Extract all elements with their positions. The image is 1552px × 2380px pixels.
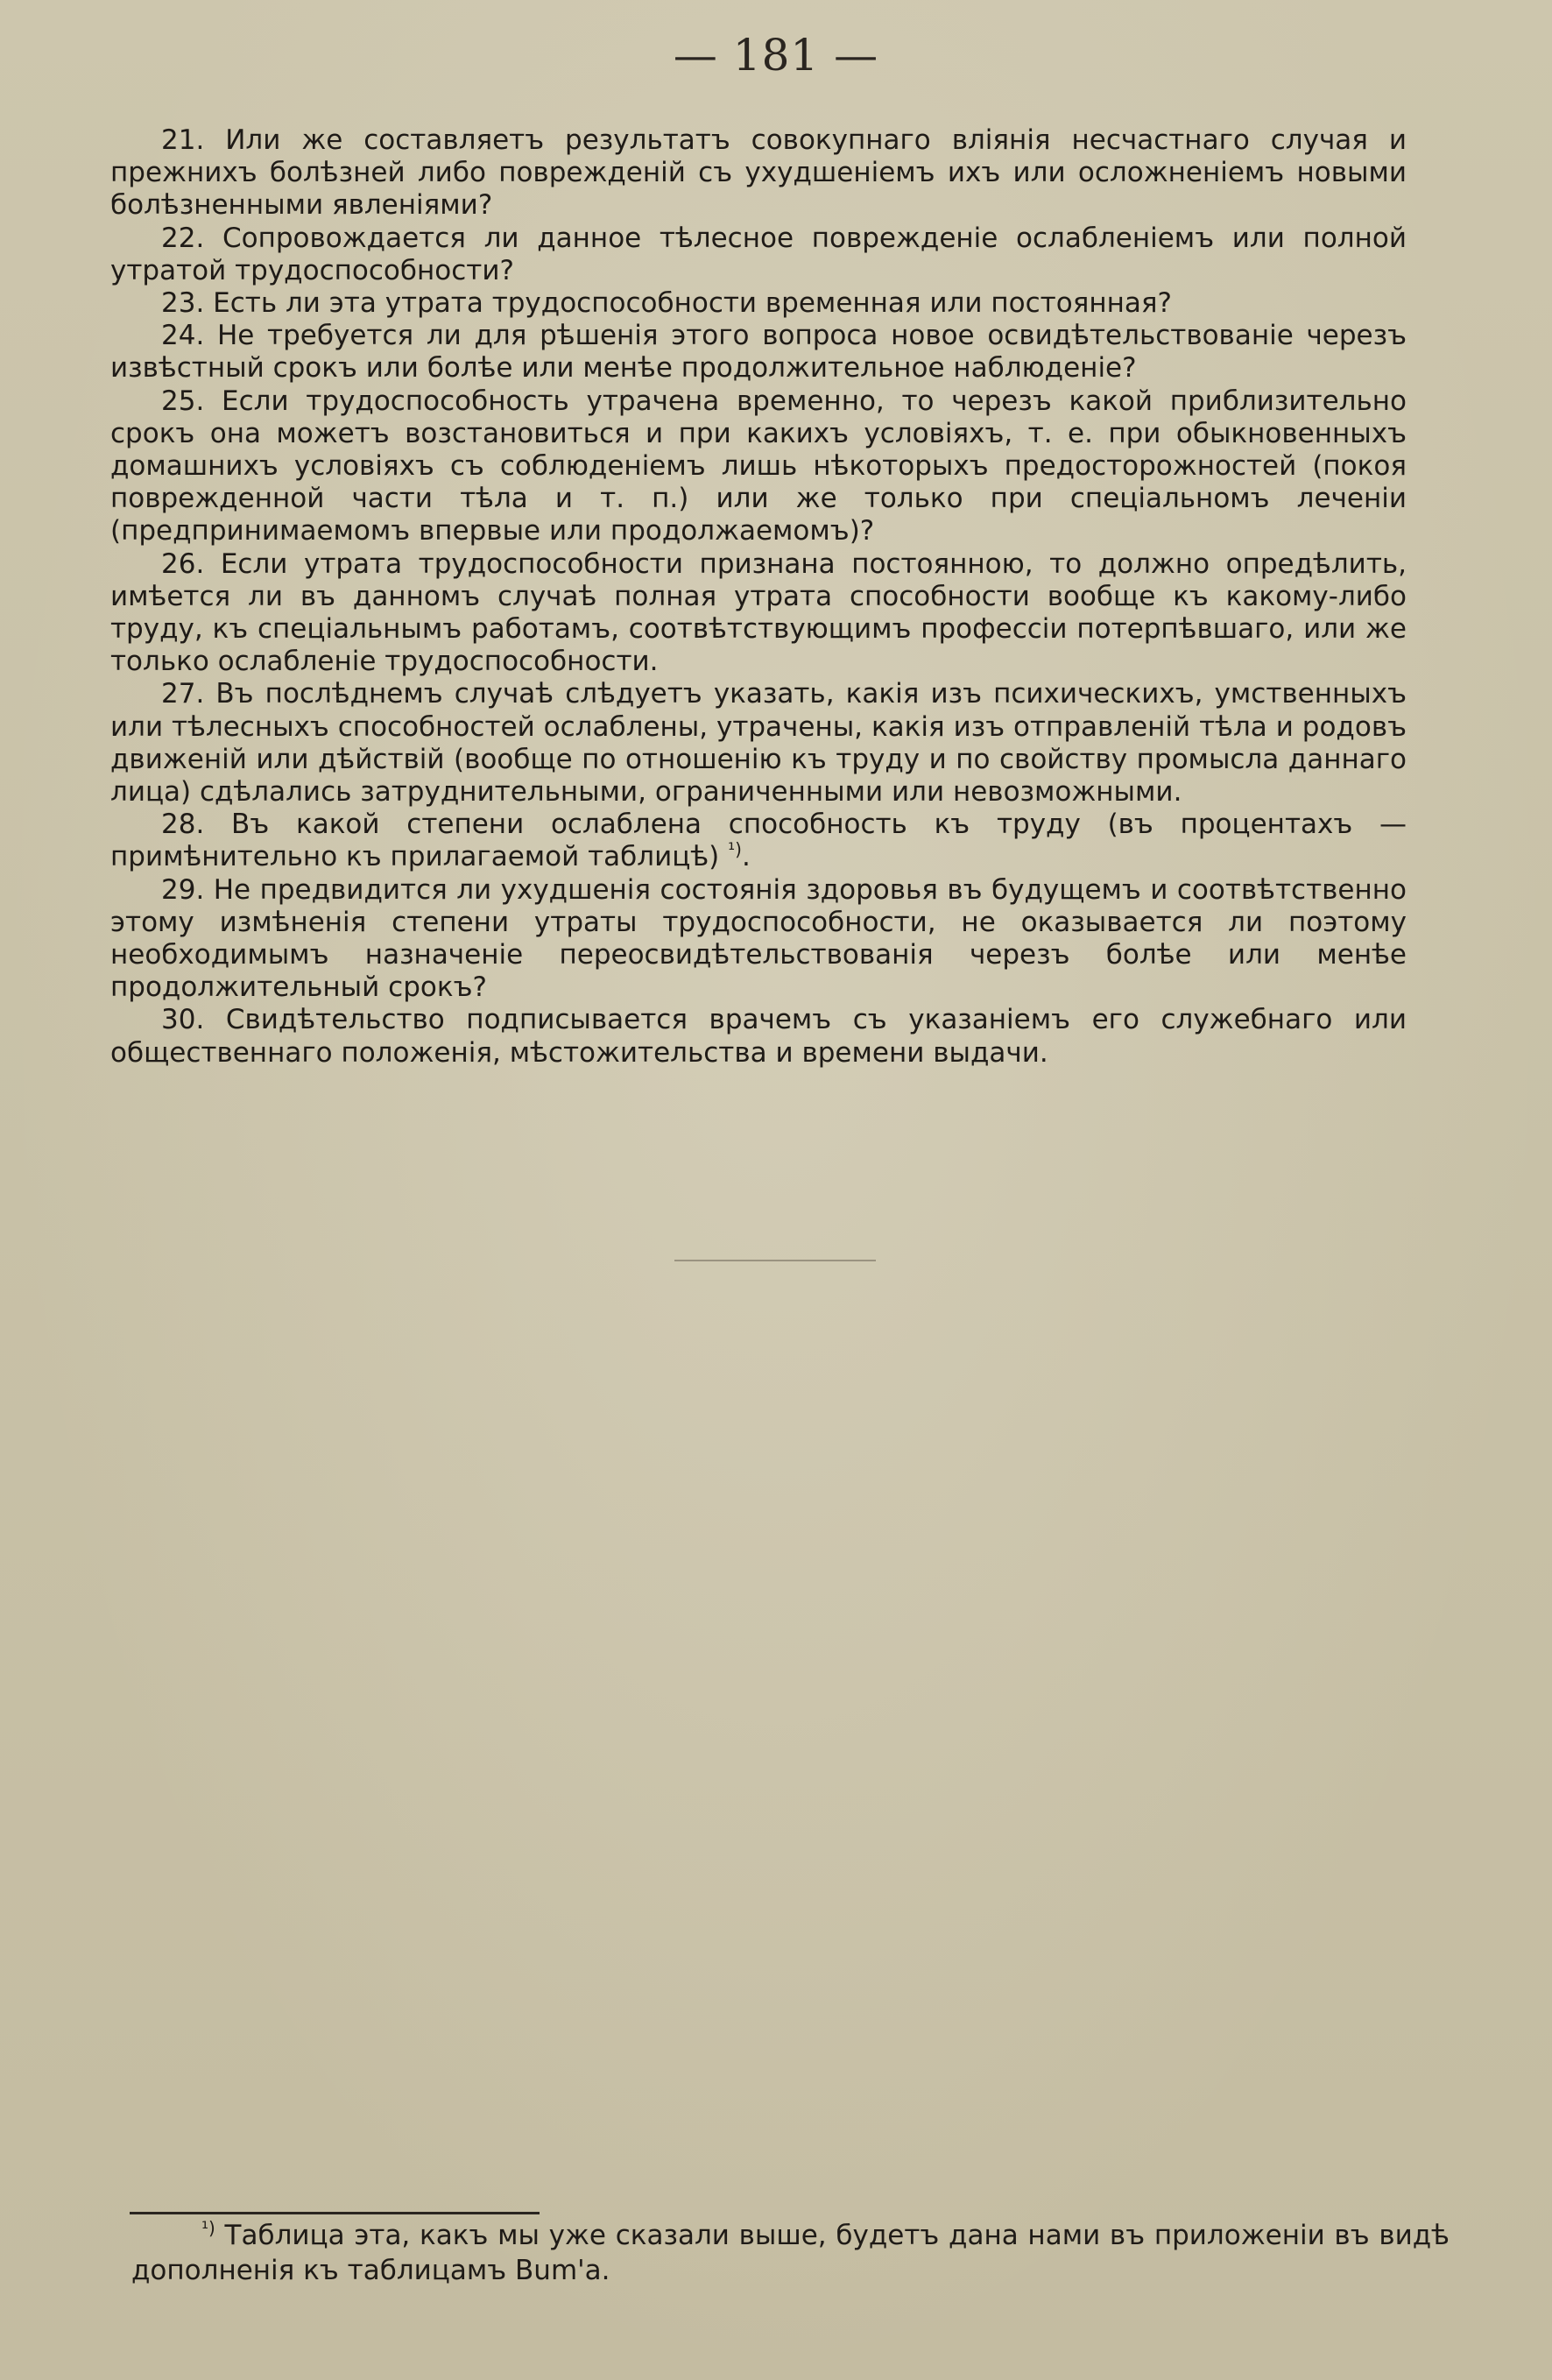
footnote-rule	[130, 2212, 540, 2214]
questions-list	[110, 124, 1407, 1070]
section-divider	[674, 1260, 876, 1261]
footnote	[131, 2218, 1450, 2288]
question-30: 30. Свидѣтельство подписывается врачемъ съ указаніемъ его служебнаго или общественнаго положенія, мѣстожительства и времени выдачи.	[110, 1004, 1407, 1069]
question-27: 27. Въ послѣднемъ случаѣ слѣдуетъ указать, какія изъ психическихъ, умственныхъ или тѣлесныхъ способностей ослаблены, утрачены, какія изъ отправленій тѣла и родовъ движеній или дѣйствій (вообще по отношенію къ труду и по свойству промысла даннаго лица) сдѣлались затруднительными, ограниченными или невозможными.	[110, 678, 1407, 809]
question-28	[110, 809, 1407, 873]
footnote-text: Таблица эта, какъ мы уже сказали выше, будетъ дана нами въ приложеніи въ видѣ дополненія къ таблицамъ Bum'a.	[131, 2220, 1450, 2286]
question-29: 29. Не предвидится ли ухудшенія состоянія здоровья въ будущемъ и соотвѣтственно этому измѣненія степени утраты трудоспособности, не оказывается ли поэтому необходимымъ назначеніе переосвидѣтельствованія черезъ болѣе или менѣе продолжительный срокъ?	[110, 873, 1407, 1004]
question-26: 26. Если утрата трудоспособности признана постоянною, то должно опредѣлить, имѣется ли въ данномъ случаѣ полная утрата способности вообще къ какому-либо труду, къ спеціальнымъ работамъ, соотвѣтствующимъ профессіи потерпѣвшаго, или же только ослабленіе трудоспособности.	[110, 547, 1407, 678]
footnote-marker: ¹)	[201, 2217, 215, 2239]
question-25: 25. Если трудоспособность утрачена временно, то черезъ какой приблизительно срокъ она можетъ возстановиться и при какихъ условіяхъ, т. е. при обыкновенныхъ домашнихъ условіяхъ съ соблюденіемъ лишь нѣкоторыхъ предосторожностей (покоя поврежденной части тѣла и т. п.) или же только при спеціальномъ леченіи (предпринимаемомъ впервые или продолжаемомъ)?	[110, 385, 1407, 547]
question-23: 23. Есть ли эта утрата трудоспособности временная или постоянная?	[161, 287, 1172, 320]
question-21: 21. Или же составляетъ результатъ совокупнаго вліянія несчастнаго случая и прежнихъ болѣзней либо поврежденій съ ухудшеніемъ ихъ или осложненіемъ новыми болѣзненными явленіями?	[110, 124, 1407, 222]
page-number: — 181 —	[673, 30, 879, 81]
question-24: 24. Не требуется ли для рѣшенія этого вопроса новое освидѣтельствованіе черезъ извѣстный срокъ или болѣе или менѣе продолжительное наблюденіе?	[110, 320, 1407, 385]
question-28-text: 28. Въ какой степени ослаблена способность къ труду (въ процентахъ — примѣнительно къ прилагаемой таблицѣ)	[110, 809, 1407, 873]
question-22: 22. Сопровождается ли данное тѣлесное поврежденіе ослабленіемъ или полной утратой трудоспособности?	[110, 222, 1407, 286]
question-28-end: .	[741, 841, 751, 873]
footnote-reference: ¹)	[728, 839, 742, 861]
